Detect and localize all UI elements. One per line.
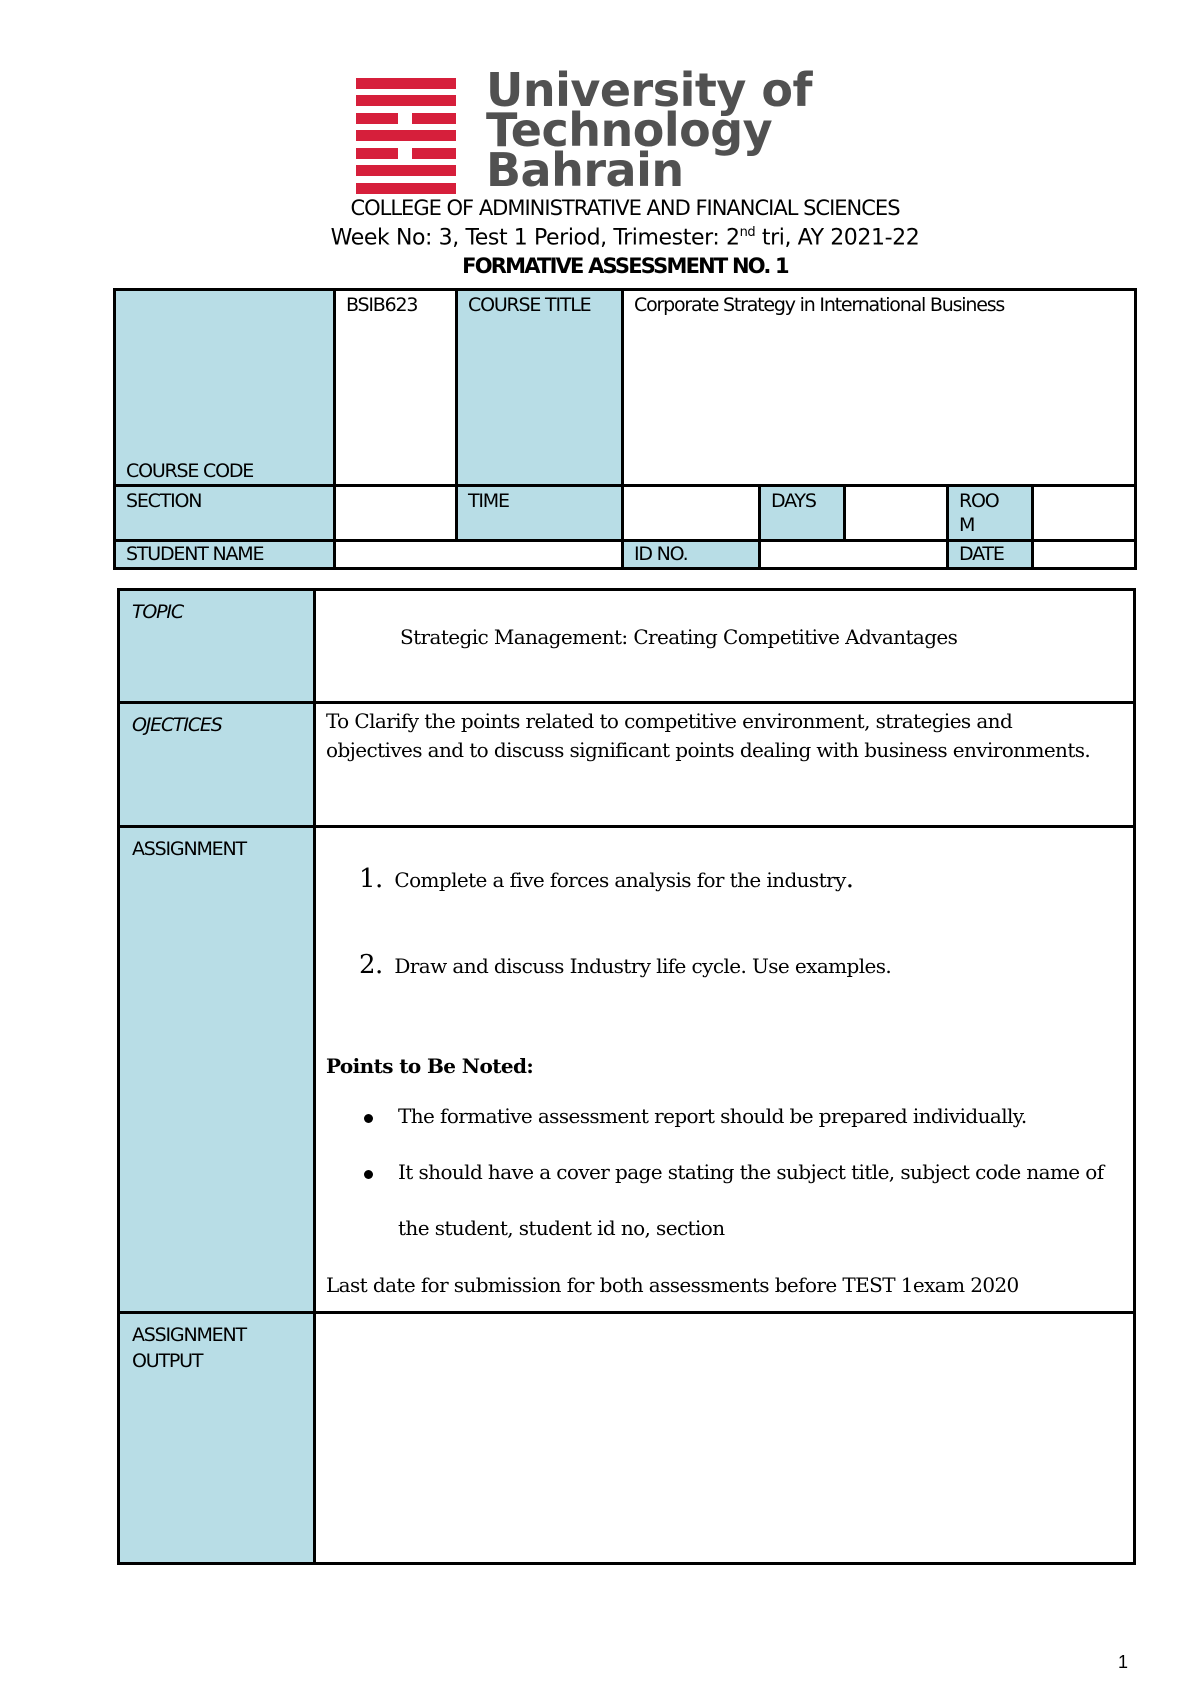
- section-label-cell: [116, 487, 336, 542]
- last-date-note: Last date for submission for both assessments before TEST 1exam 2020: [326, 1273, 1019, 1297]
- output-label-cell: [120, 1314, 316, 1562]
- date-label: DATE: [959, 543, 1004, 565]
- note-1: The formative assessment report should be prepared individually.: [398, 1104, 1027, 1128]
- id-label: ID NO.: [634, 543, 688, 565]
- course-code-label: COURSE CODE: [126, 460, 254, 482]
- objectives-line-1: To Clarify the points related to competitive environment, strategies and: [326, 709, 1013, 733]
- logo-mark-icon: [356, 78, 456, 194]
- section-value-cell[interactable]: [336, 487, 458, 542]
- task-text-1: Complete a five forces analysis for the industry: [394, 868, 846, 892]
- note-2: It should have a cover page stating the subject title, subject code name of: [398, 1160, 1104, 1184]
- assessment-details-table: [117, 588, 1136, 1565]
- course-code-label-cell: [116, 291, 336, 487]
- course-title-value-cell: [624, 291, 1134, 487]
- student-name-label: STUDENT NAME: [126, 543, 264, 565]
- days-label-cell: [761, 487, 846, 542]
- logo-line-2: Technology: [486, 103, 773, 157]
- assignment-label-cell: [120, 828, 316, 1314]
- task-text-2: Draw and discuss Industry life cycle. Use examples.: [394, 954, 892, 978]
- task-item-2: [359, 950, 891, 980]
- time-label-cell: [458, 487, 624, 542]
- logo-line-3: Bahrain: [486, 143, 684, 197]
- room-label-cell: [949, 487, 1034, 542]
- note-2-continuation: the student, student id no, section: [398, 1216, 725, 1240]
- assessment-title: FORMATIVE ASSESSMENT NO. 1: [462, 254, 788, 278]
- notes-heading: Points to Be Noted:: [326, 1054, 534, 1078]
- page-number: 1: [1118, 1652, 1129, 1672]
- student-name-value-cell[interactable]: [336, 542, 624, 567]
- task-number-2: 2.: [359, 950, 383, 980]
- course-code-value: BSIB623: [346, 294, 418, 316]
- days-value-cell[interactable]: [846, 487, 949, 542]
- days-label: DAYS: [771, 490, 816, 512]
- course-title-label: COURSE TITLE: [468, 294, 591, 316]
- student-name-label-cell: [116, 542, 336, 567]
- task-number-1: 1.: [359, 864, 383, 894]
- objectives-label-cell: [120, 704, 316, 828]
- date-label-cell: [949, 542, 1034, 567]
- section-label: SECTION: [126, 490, 202, 512]
- room-label-line-1: ROO: [959, 490, 999, 512]
- output-label-line-1: ASSIGNMENT: [132, 1324, 246, 1346]
- room-value-cell[interactable]: [1034, 487, 1134, 542]
- university-logo: [356, 63, 901, 197]
- week-info: Week No: 3, Test 1 Period, Trimester: 2nd tri, AY 2021-22: [330, 225, 920, 251]
- room-label-line-2: M: [959, 514, 975, 536]
- course-title-value: Corporate Strategy in International Business: [634, 294, 1005, 316]
- topic-value-cell: [316, 591, 1133, 704]
- course-title-label-cell: [458, 291, 624, 487]
- logo-wordmark: [486, 63, 812, 197]
- objectives-line-2: objectives and to discuss significant points dealing with business environments.: [326, 738, 1091, 762]
- topic-label: TOPIC: [132, 601, 183, 623]
- assignment-content-cell: [316, 828, 1133, 1314]
- id-value-cell[interactable]: [761, 542, 949, 567]
- date-value-cell[interactable]: [1034, 542, 1134, 567]
- output-content-cell[interactable]: [316, 1314, 1133, 1562]
- time-value-cell[interactable]: [624, 487, 761, 542]
- id-label-cell: [624, 542, 761, 567]
- task-end-1: .: [845, 864, 854, 894]
- topic-label-cell: [120, 591, 316, 704]
- course-code-value-cell: [336, 291, 458, 487]
- time-label: TIME: [468, 490, 509, 512]
- logo-line-1: University of: [486, 63, 812, 117]
- college-name: COLLEGE OF ADMINISTRATIVE AND FINANCIAL SCIENCES: [350, 196, 900, 220]
- bullet-icon: [364, 1170, 373, 1179]
- topic-value: Strategic Management: Creating Competitive Advantages: [400, 625, 958, 649]
- objectives-label: OJECTICES: [132, 714, 222, 736]
- bullet-icon: [364, 1114, 373, 1123]
- output-label-line-2: OUTPUT: [132, 1350, 203, 1372]
- assignment-label: ASSIGNMENT: [132, 838, 246, 860]
- objectives-value-cell: [316, 704, 1133, 828]
- task-item-1: [359, 864, 853, 894]
- course-info-table: [113, 288, 1137, 570]
